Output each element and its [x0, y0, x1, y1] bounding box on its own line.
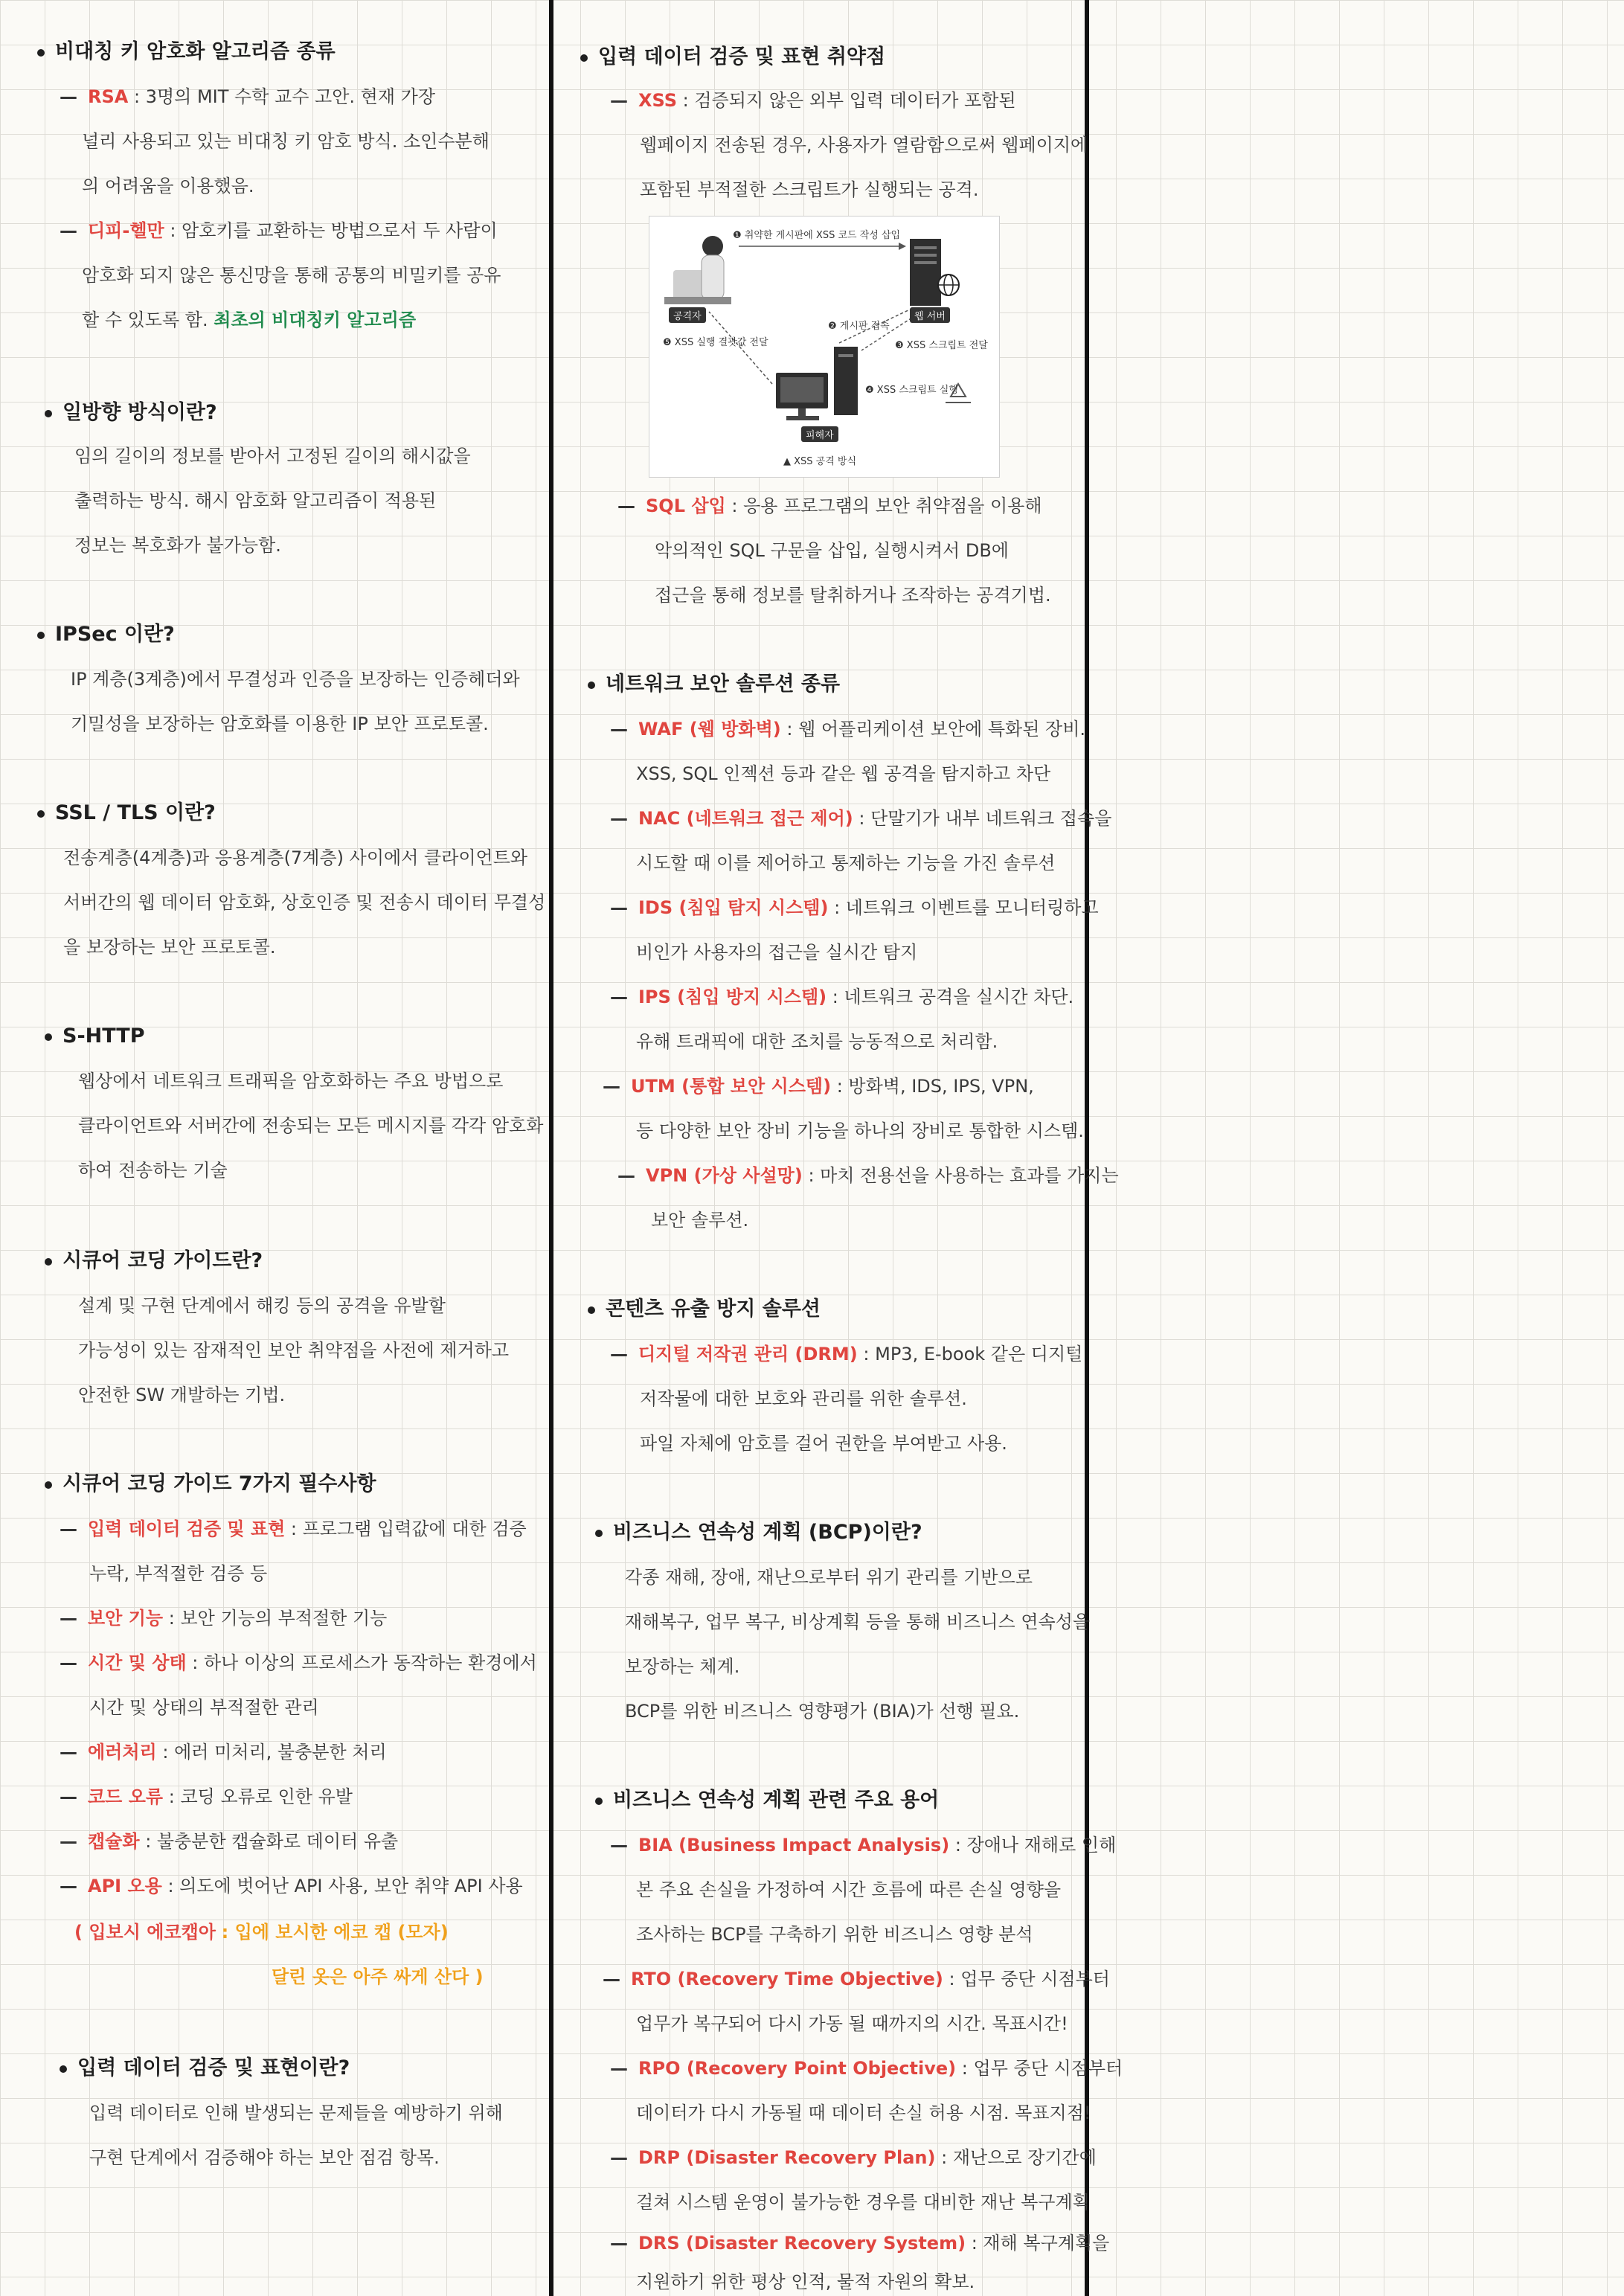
mnemonic-orange: : 입에 보시한 에코 캡 (모자) — [221, 1922, 449, 1943]
item-term: 코드 오류 — [88, 1786, 164, 1807]
item-code-error — [60, 1786, 353, 1808]
drs-line-1 — [610, 2232, 1109, 2254]
sql-term: SQL 삽입 — [646, 496, 726, 516]
item-text: : 에러 미처리, 불충분한 처리 — [162, 1742, 387, 1763]
dh-line-2: 암호화 되지 않은 통신망을 통해 공통의 비밀키를 공유 — [82, 265, 501, 286]
item-term: 보안 기능 — [88, 1608, 164, 1629]
heading-bcp — [595, 1521, 922, 1544]
ssl-line-2: 서버간의 웹 데이터 암호화, 상호인증 및 전송시 데이터 무결성 — [63, 892, 546, 913]
heading-secure-coding-guide — [45, 1250, 263, 1272]
fig-step3-label: ❸ XSS 스크립트 전달 — [895, 340, 988, 351]
dh-highlight: 최초의 비대칭키 알고리즘 — [214, 310, 416, 330]
dh-text: : 암호키를 교환하는 방법으로서 두 사람이 — [170, 220, 498, 241]
bullet-icon — [595, 1798, 603, 1805]
item-error-handling — [60, 1741, 387, 1763]
bullet-icon — [37, 49, 45, 57]
waf-line-2: XSS, SQL 인젝션 등과 같은 웹 공격을 탐지하고 차단 — [636, 763, 1051, 784]
heading-bcp-terms — [595, 1789, 939, 1812]
item-text: : 코딩 오류로 인한 유발 — [168, 1786, 353, 1807]
utm-term: UTM (통합 보안 시스템) — [631, 1076, 832, 1097]
heading-input-validation — [60, 2057, 350, 2079]
drp-term: DRP (Disaster Recovery Plan) — [638, 2147, 936, 2168]
drp-text: : 재난으로 장기간에 — [941, 2147, 1097, 2168]
heading-ssl-tls — [37, 802, 216, 824]
dash-icon: — — [610, 2058, 628, 2079]
rto-text: : 업무 중단 시점부터 — [949, 1969, 1110, 1989]
dash-icon: — — [610, 2233, 628, 2254]
rsa-line-2: 널리 사용되고 있는 비대칭 키 암호 방식. 소인수분해 — [82, 131, 490, 152]
dash-icon: — — [610, 1344, 628, 1365]
iv-line-2: 구현 단계에서 검증해야 하는 보안 점검 항목. — [89, 2147, 440, 2168]
item-term: 에러처리 — [88, 1742, 157, 1763]
nac-text: : 단말기가 내부 네트워크 접속을 — [858, 808, 1112, 829]
item-term: API 오용 — [88, 1876, 162, 1896]
nac-line-2: 시도할 때 이를 제어하고 통제하는 기능을 가진 솔루션 — [636, 853, 1056, 873]
rsa-text: : 3명의 MIT 수학 교수 고안. 현재 가장 — [133, 86, 436, 107]
dh-line-1 — [60, 219, 498, 242]
attacker-icon — [664, 236, 731, 304]
scg-line-1: 설계 및 구현 단계에서 해킹 등의 공격을 유발할 — [78, 1295, 446, 1316]
item-time-state-2: 시간 및 상태의 부적절한 관리 — [89, 1697, 319, 1718]
vpn-line-2: 보안 솔루션. — [651, 1210, 749, 1231]
utm-line-1 — [603, 1075, 1034, 1097]
item-term: 캡슐화 — [88, 1831, 140, 1852]
bcp-line-3: 보장하는 체계. — [625, 1656, 740, 1677]
webserver-icon — [910, 239, 959, 306]
ssl-line-3: 을 보장하는 보안 프로토콜. — [63, 937, 276, 958]
ids-term: IDS (침입 탐지 시스템) — [638, 897, 829, 918]
heading-text: 입력 데이터 검증 및 표현이란? — [77, 2056, 350, 2079]
dash-icon: — — [610, 1835, 628, 1856]
bia-line-2: 본 주요 손실을 가정하여 시간 흐름에 따른 손실 영향을 — [636, 1879, 1062, 1900]
bullet-icon — [45, 1033, 52, 1041]
bullet-icon — [588, 1306, 595, 1314]
dash-icon: — — [60, 1742, 77, 1763]
drm-line-2: 저작물에 대한 보호와 관리를 위한 솔루션. — [640, 1388, 967, 1409]
dash-icon: — — [617, 1165, 635, 1186]
dash-icon: — — [60, 220, 77, 241]
bullet-icon — [45, 1481, 52, 1489]
column-divider-left — [549, 0, 553, 2296]
bia-line-1 — [610, 1834, 1116, 1856]
heading-text: 네트워크 보안 솔루션 종류 — [606, 673, 841, 696]
waf-term: WAF (웹 방화벽) — [638, 719, 781, 740]
heading-text: 일방향 방식이란? — [62, 401, 217, 424]
mnemonic-line-2: 달린 옷은 아주 싸게 산다 ) — [272, 1966, 484, 1987]
item-text: : 프로그램 입력값에 대한 검증 — [290, 1519, 527, 1539]
bullet-icon — [580, 54, 588, 62]
dh-line-3 — [82, 309, 416, 331]
one-way-line-3: 정보는 복호화가 불가능함. — [74, 535, 281, 556]
nac-term: NAC (네트워크 접근 제어) — [638, 808, 853, 829]
item-term: 시간 및 상태 — [88, 1652, 187, 1673]
iv-line-1: 입력 데이터로 인해 발생되는 문제들을 예방하기 위해 — [89, 2103, 503, 2123]
dash-icon: — — [610, 987, 628, 1007]
vpn-line-1 — [617, 1164, 1119, 1187]
dash-icon: — — [603, 1969, 620, 1989]
item-time-state — [60, 1652, 537, 1674]
xss-text: : 검증되지 않은 외부 입력 데이터가 포함된 — [682, 90, 1016, 111]
ipsec-line-1: IP 계층(3계층)에서 무결성과 인증을 보장하는 인증헤더와 — [71, 669, 520, 690]
drs-term: DRS (Disaster Recovery System) — [638, 2233, 966, 2254]
xss-line-1 — [610, 89, 1016, 112]
waf-line-1 — [610, 718, 1085, 740]
one-way-line-1: 임의 길이의 정보를 받아서 고정된 길이의 해시값을 — [74, 446, 471, 466]
drm-term: 디지털 저작권 관리 (DRM) — [638, 1344, 858, 1365]
heading-secure-coding-7 — [45, 1473, 376, 1495]
rsa-line-1 — [60, 86, 435, 108]
dash-icon: — — [60, 1652, 77, 1673]
vpn-term: VPN (가상 사설망) — [646, 1165, 803, 1186]
sql-line-3: 접근을 통해 정보를 탈취하거나 조작하는 공격기법. — [655, 585, 1051, 606]
dash-icon: — — [60, 1786, 77, 1807]
heading-text: 시큐어 코딩 가이드 7가지 필수사항 — [62, 1472, 376, 1495]
rpo-text: : 업무 중단 시점부터 — [961, 2058, 1123, 2079]
rsa-term: RSA — [88, 86, 129, 107]
heading-one-way — [45, 402, 217, 424]
rsa-line-3: 의 어려움을 이용했음. — [82, 176, 254, 196]
item-input-validation — [60, 1518, 527, 1540]
bullet-icon — [595, 1530, 603, 1537]
heading-text: SSL / TLS 이란? — [55, 801, 216, 824]
heading-text: 비즈니스 연속성 계획 관련 주요 용어 — [613, 1789, 940, 1812]
dash-icon: — — [60, 1608, 77, 1629]
vpn-text: : 마치 전용선을 사용하는 효과를 가지는 — [808, 1165, 1119, 1186]
fig-step4-label: ❹ XSS 스크립트 실행 — [865, 385, 958, 396]
dash-icon: — — [610, 90, 628, 111]
heading-text: 입력 데이터 검증 및 표현 취약점 — [598, 45, 886, 68]
bullet-icon — [60, 2065, 67, 2073]
dh-term: 디피-헬만 — [88, 220, 164, 241]
rpo-line-1 — [610, 2057, 1123, 2079]
heading-text: 비즈니스 연속성 계획 (BCP)이란? — [613, 1521, 922, 1544]
heading-text: 비대칭 키 암호화 알고리즘 종류 — [55, 40, 336, 63]
ipsec-line-2: 기밀성을 보장하는 암호화를 이용한 IP 보안 프로토콜. — [71, 714, 489, 734]
xss-line-2: 웹페이지 전송된 경우, 사용자가 열람함으로써 웹페이지에 — [640, 135, 1088, 155]
fig-attacker-label: 공격자 — [669, 307, 706, 323]
ips-line-2: 유해 트래픽에 대한 조치를 능동적으로 처리함. — [636, 1031, 998, 1052]
bia-text: : 장애나 재해로 인해 — [954, 1835, 1117, 1856]
item-security-function — [60, 1607, 387, 1629]
ids-line-2: 비인가 사용자의 접근을 실시간 탐지 — [636, 942, 918, 963]
nac-line-1 — [610, 807, 1111, 830]
shttp-line-1: 웹상에서 네트워크 트래픽을 암호화하는 주요 방법으로 — [78, 1071, 504, 1091]
fig-step2-label: ❷ 게시판 접속 — [828, 321, 890, 332]
utm-line-2: 등 다양한 보안 장비 기능을 하나의 장비로 통합한 시스템. — [636, 1120, 1084, 1141]
heading-content-leak — [588, 1298, 821, 1321]
drp-line-1 — [610, 2146, 1097, 2169]
drm-line-1 — [610, 1343, 1082, 1365]
dash-icon: — — [60, 1831, 77, 1852]
rpo-term: RPO (Recovery Point Objective) — [638, 2058, 957, 2079]
bullet-icon — [37, 810, 45, 818]
sql-line-2: 악의적인 SQL 구문을 삽입, 실행시켜서 DB에 — [655, 540, 1009, 561]
shttp-line-3: 하여 전송하는 기술 — [78, 1160, 228, 1181]
utm-text: : 방화벽, IDS, IPS, VPN, — [836, 1076, 1034, 1097]
heading-network-security — [588, 673, 840, 696]
fig-victim-label: 피해자 — [801, 426, 838, 442]
drm-text: : MP3, E-book 같은 디지털 — [863, 1344, 1083, 1365]
fig-step5-label: ❺ XSS 실행 결괏값 전달 — [663, 337, 768, 348]
item-encapsulation — [60, 1830, 398, 1853]
heading-asymmetric-algorithms — [37, 41, 336, 63]
ssl-line-1: 전송계층(4계층)과 응용계층(7계층) 사이에서 클라이언트와 — [63, 847, 528, 868]
fig-caption: ▲ XSS 공격 방식 — [783, 456, 857, 467]
ips-text: : 네트워크 공격을 실시간 차단. — [832, 987, 1074, 1007]
drm-line-3: 파일 자체에 암호를 걸어 권한을 부여받고 사용. — [640, 1433, 1007, 1454]
fig-webserver-label: 웹 서버 — [910, 307, 950, 323]
dash-icon: — — [610, 719, 628, 740]
dash-icon: — — [610, 808, 628, 829]
sql-line-1 — [617, 495, 1042, 517]
shttp-line-2: 클라이언트와 서버간에 전송되는 모든 메시지를 각각 암호화 — [78, 1115, 544, 1136]
heading-ipsec — [37, 623, 175, 646]
heading-text: S-HTTP — [62, 1024, 145, 1048]
item-text: : 의도에 벗어난 API 사용, 보안 취약 API 사용 — [167, 1876, 523, 1896]
item-text: : 보안 기능의 부적절한 기능 — [168, 1608, 388, 1629]
dash-icon: — — [60, 86, 77, 107]
item-text: : 불충분한 캡슐화로 데이터 유출 — [145, 1831, 399, 1852]
rto-term: RTO (Recovery Time Objective) — [631, 1969, 943, 1989]
bcp-line-1: 각종 재해, 장애, 재난으로부터 위기 관리를 기반으로 — [625, 1567, 1033, 1588]
item-api-misuse — [60, 1875, 523, 1897]
scg-line-3: 안전한 SW 개발하는 기법. — [78, 1385, 286, 1405]
item-input-validation-2: 누락, 부적절한 검증 등 — [89, 1563, 268, 1584]
bia-line-3: 조사하는 BCP를 구축하기 위한 비즈니스 영향 분석 — [636, 1924, 1033, 1945]
bia-term: BIA (Business Impact Analysis) — [638, 1835, 950, 1856]
ids-line-1 — [610, 897, 1099, 919]
xss-diagram — [649, 216, 1000, 478]
mnemonic-red: ( 입보시 에코캡아 — [74, 1922, 216, 1943]
ips-line-1 — [610, 986, 1073, 1008]
ips-term: IPS (침입 방지 시스템) — [638, 987, 827, 1007]
victim-icon — [776, 347, 858, 420]
bullet-icon — [45, 1258, 52, 1266]
heading-text: IPSec 이란? — [55, 623, 175, 646]
dash-icon: — — [610, 2147, 628, 2168]
rto-line-1 — [603, 1968, 1110, 1990]
scg-line-2: 가능성이 있는 잠재적인 보안 취약점을 사전에 제거하고 — [78, 1340, 510, 1361]
bcp-line-4: BCP를 위한 비즈니스 영향평가 (BIA)가 선행 필요. — [625, 1701, 1020, 1722]
xss-line-3: 포함된 부적절한 스크립트가 실행되는 공격. — [640, 179, 979, 200]
drs-text: : 재해 복구계획을 — [971, 2233, 1110, 2254]
dash-icon: — — [60, 1519, 77, 1539]
heading-s-http — [45, 1025, 145, 1048]
drs-line-2: 지원하기 위한 평상 인적, 물적 자원의 확보. — [636, 2271, 975, 2292]
heading-text: 시큐어 코딩 가이드란? — [62, 1249, 263, 1272]
dash-icon: — — [60, 1876, 77, 1896]
heading-text: 콘텐츠 유출 방지 솔루션 — [606, 1298, 821, 1321]
bullet-icon — [588, 682, 595, 689]
one-way-line-2: 출력하는 방식. 해시 암호화 알고리즘이 적용된 — [74, 490, 437, 511]
xss-term: XSS — [638, 90, 677, 111]
sql-text: : 응용 프로그램의 보안 취약점을 이용해 — [731, 496, 1042, 516]
column-divider-right — [1085, 0, 1089, 2296]
waf-text: : 웹 어플리케이션 보안에 특화된 장비. — [786, 719, 1086, 740]
ids-text: : 네트워크 이벤트를 모니터링하고 — [834, 897, 1099, 918]
mnemonic-line-1 — [74, 1921, 449, 1943]
dash-icon: — — [603, 1076, 620, 1097]
rto-line-2: 업무가 복구되어 다시 가동 될 때까지의 시간. 목표시간! — [636, 2013, 1068, 2034]
bullet-icon — [37, 632, 45, 639]
rpo-line-2: 데이터가 다시 가동될 때 데이터 손실 허용 시점. 목표지점! — [636, 2103, 1091, 2123]
dash-icon: — — [617, 496, 635, 516]
bullet-icon — [45, 410, 52, 417]
bcp-line-2: 재해복구, 업무 복구, 비상계획 등을 통해 비즈니스 연속성을 — [625, 1612, 1091, 1632]
dh-text-3: 할 수 있도록 함. — [82, 310, 208, 330]
dash-icon: — — [610, 897, 628, 918]
heading-input-vulnerabilities — [580, 46, 885, 68]
item-text: : 하나 이상의 프로세스가 동작하는 환경에서 — [192, 1652, 537, 1673]
item-term: 입력 데이터 검증 및 표현 — [88, 1519, 286, 1539]
drp-line-2: 걸쳐 시스템 운영이 불가능한 경우를 대비한 재난 복구계획 — [636, 2192, 1090, 2213]
fig-step1-label: ❶ 취약한 게시판에 XSS 코드 작성 삽입 — [733, 230, 901, 241]
